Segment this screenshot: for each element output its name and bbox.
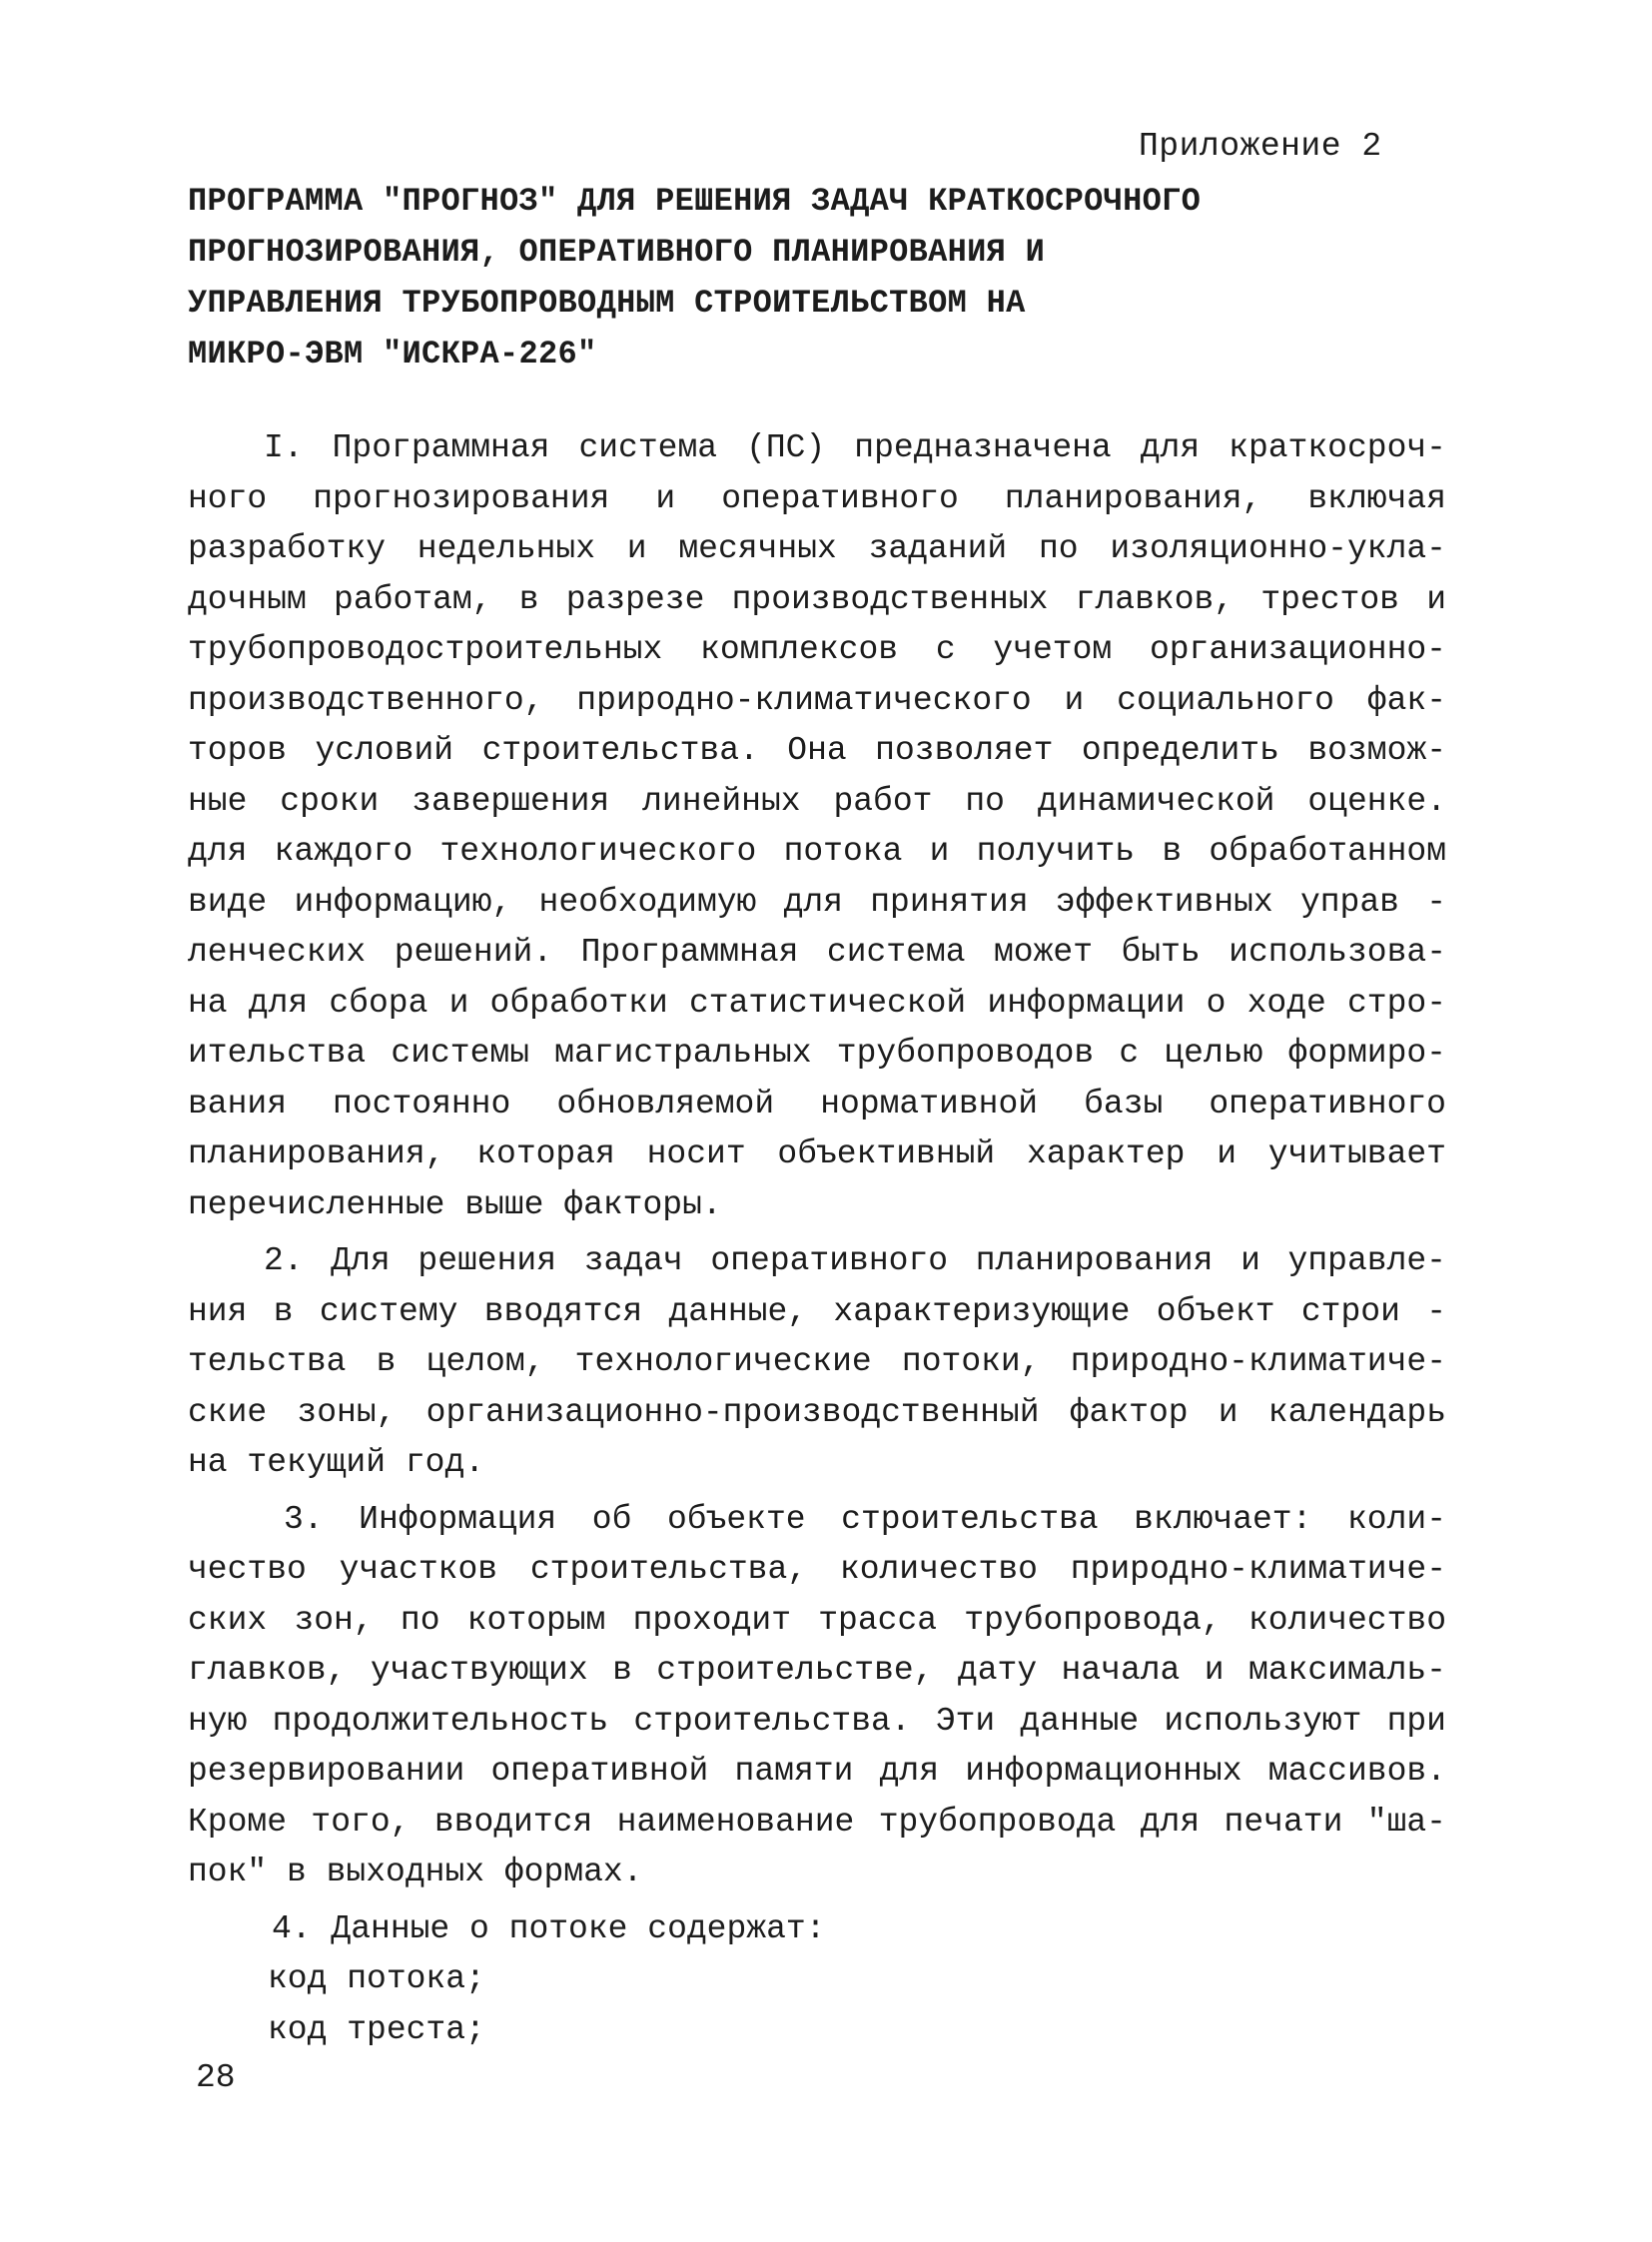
text-line: вания постоянно обновляемой нормативной базы оперативного: [188, 1085, 1446, 1122]
body-text: [188, 423, 1446, 2055]
text-line: Кроме того, вводится наименование трубопровода для печати "ша-: [188, 1803, 1446, 1841]
text-line: планирования, которая носит объективный характер и учитывает: [188, 1135, 1446, 1172]
heading-line: МИКРО-ЭВМ "ИСКРА-226": [188, 336, 597, 373]
page-number: 28: [196, 2059, 236, 2096]
text-line: 3. Информация об объекте строительства включает: коли-: [284, 1500, 1446, 1538]
paragraph-4: [188, 1904, 1446, 2056]
text-line: для каждого технологического потока и получить в обработанном: [188, 833, 1446, 870]
heading-line: ПРОГНОЗИРОВАНИЯ, ОПЕРАТИВНОГО ПЛАНИРОВАНИЯ И: [188, 234, 1046, 271]
text-line: производственного, природно-климатического и социального фак-: [188, 681, 1446, 719]
paragraph-2: [188, 1236, 1446, 1489]
heading-line: ПРОГРАММА "ПРОГНОЗ" ДЛЯ РЕШЕНИЯ ЗАДАЧ КРАТКОСРОЧНОГО: [188, 183, 1202, 220]
text-line: виде информацию, необходимую для принятия эффективных управ -: [188, 883, 1446, 921]
text-line: резервировании оперативной памяти для информационных массивов.: [188, 1753, 1446, 1790]
text-line: 4. Данные о потоке содержат:: [272, 1909, 826, 1947]
list-item: код потока;: [268, 1960, 485, 1997]
text-line: разработку недельных и месячных заданий по изоляционно-укла-: [188, 530, 1446, 567]
text-line: на для сбора и обработки статистической информации о ходе стро-: [188, 984, 1446, 1022]
text-line: трубопроводостроительных комплексов с учетом организационно-: [188, 631, 1446, 668]
paragraph-1: [188, 423, 1446, 1230]
text-line: ную продолжительность строительства. Эти данные используют при: [188, 1702, 1446, 1740]
text-line: ные сроки завершения линейных работ по динамической оценке.: [188, 782, 1446, 820]
text-line: ских зон, по которым проходит трасса трубопровода, количество: [188, 1601, 1446, 1639]
text-line: I. Программная система (ПС) предназначена для краткосроч-: [264, 429, 1446, 466]
text-line: дочным работам, в разрезе производственных главков, трестов и: [188, 580, 1446, 618]
document-heading: [188, 176, 1406, 379]
heading-line: УПРАВЛЕНИЯ ТРУБОПРОВОДНЫМ СТРОИТЕЛЬСТВОМ НА: [188, 285, 1026, 322]
text-line: ские зоны, организационно-производственный фактор и календарь: [188, 1393, 1446, 1431]
text-line: 2. Для решения задач оперативного планирования и управле-: [264, 1242, 1446, 1279]
paragraph-3: [188, 1495, 1446, 1898]
text-line: ния в систему вводятся данные, характеризующие объект строи -: [188, 1292, 1446, 1330]
text-line: ленческих решений. Программная система может быть использова-: [188, 934, 1446, 971]
text-line: ительства системы магистральных трубопроводов с целью формиро-: [188, 1035, 1446, 1072]
text-line: чество участков строительства, количество природно-климатиче-: [188, 1551, 1446, 1588]
text-line: главков, участвующих в строительстве, дату начала и максималь-: [188, 1652, 1446, 1689]
text-line: пок" в выходных формах.: [188, 1854, 643, 1890]
text-line: на текущий год.: [188, 1444, 485, 1481]
list-item: код треста;: [268, 2010, 485, 2048]
text-line: перечисленные выше факторы.: [188, 1185, 722, 1223]
text-line: ного прогнозирования и оперативного планирования, включая: [188, 479, 1446, 517]
appendix-label: Приложение 2: [1139, 128, 1382, 165]
text-line: тельства в целом, технологические потоки, природно-климатиче-: [188, 1343, 1446, 1380]
text-line: торов условий строительства. Она позволяет определить возмож-: [188, 732, 1446, 769]
